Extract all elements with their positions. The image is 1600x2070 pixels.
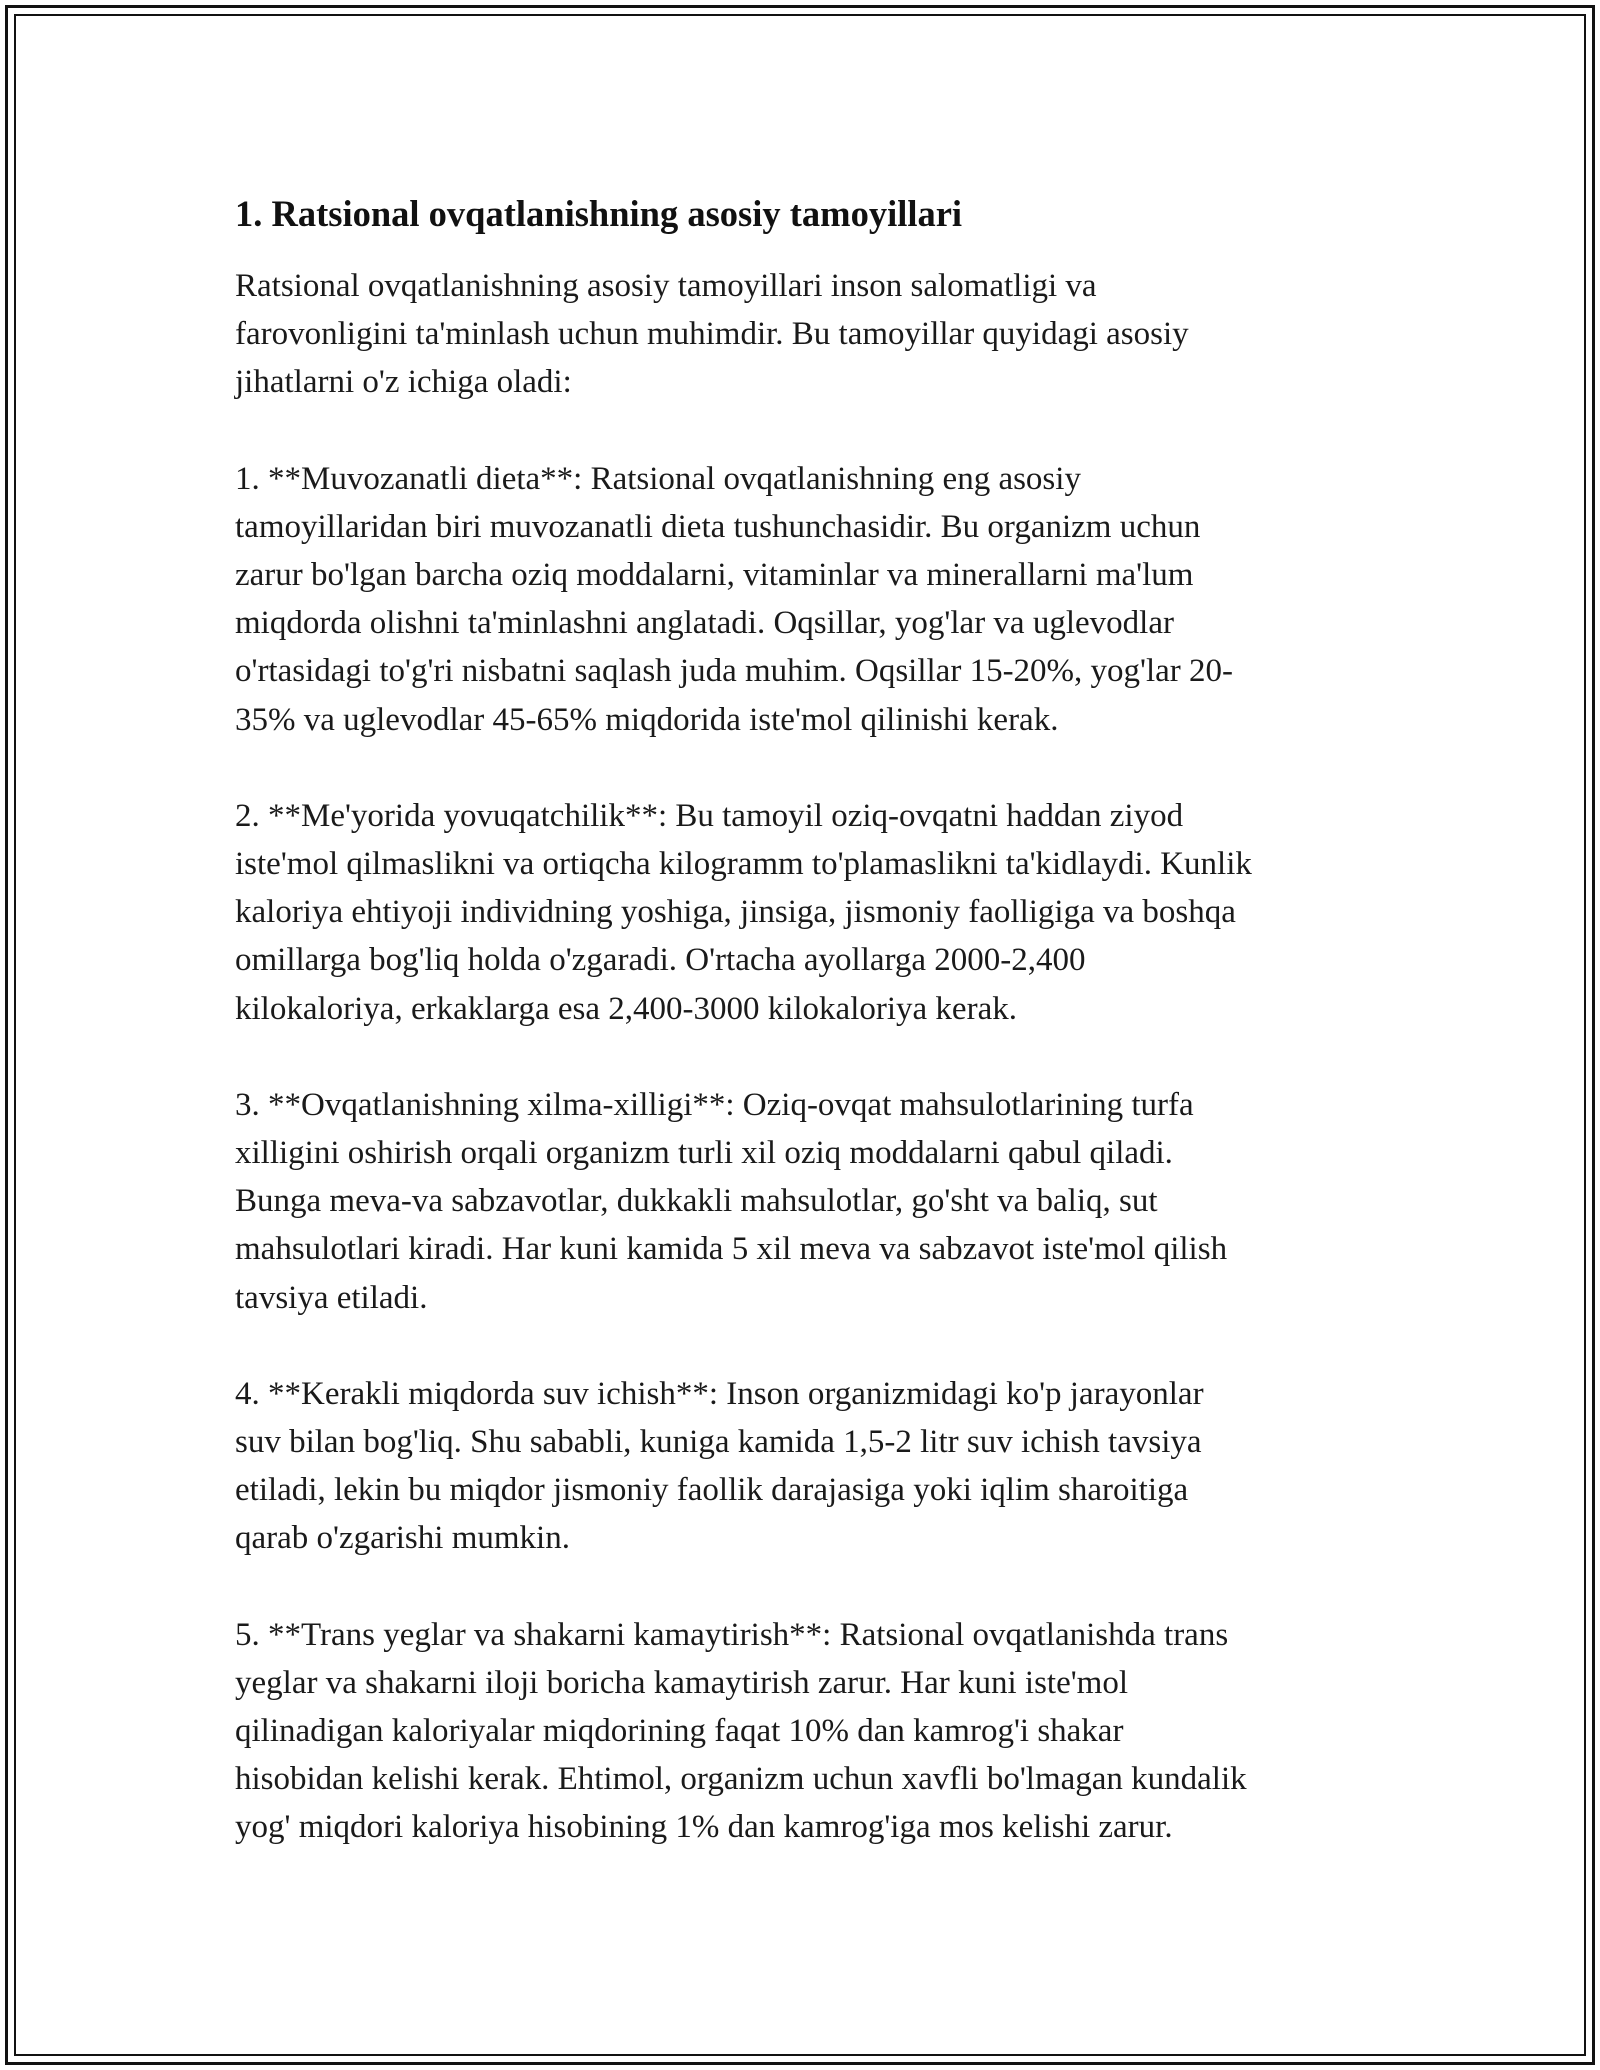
text-line: qilinadigan kaloriyalar miqdorining faqat 10% dan kamrog'i shakar (235, 1713, 1124, 1750)
text-line: o'rtasidagi to'g'ri nisbatni saqlash juda muhim. Oqsillar 15-20%, yog'lar 20- (235, 653, 1234, 690)
text-line: Bunga meva-va sabzavotlar, dukkakli mahsulotlar, go'sht va baliq, sut (235, 1183, 1158, 1220)
intro-paragraph (235, 262, 1375, 407)
text-line: mahsulotlari kiradi. Har kuni kamida 5 xil meva va sabzavot iste'mol qilish (235, 1231, 1228, 1268)
text-line: zarur bo'lgan barcha oziq moddalarni, vitaminlar va minerallarni ma'lum (235, 557, 1194, 594)
text-line: hisobidan kelishi kerak. Ehtimol, organizm uchun xavfli bo'lmagan kundalik (235, 1761, 1247, 1798)
text-line: 5. **Trans yeglar va shakarni kamaytirish**: Ratsional ovqatlanishda trans (235, 1616, 1229, 1653)
document-body (235, 188, 1375, 1900)
principle-2-paragraph (235, 792, 1375, 1033)
text-line: 2. **Me'yorida yovuqatchilik**: Bu tamoyil oziq-ovqatni haddan ziyod (235, 797, 1184, 834)
text-line: miqdorda olishni ta'minlashni anglatadi. Oqsillar, yog'lar va uglevodlar (235, 605, 1174, 642)
principle-1-paragraph (235, 455, 1375, 744)
principle-4-paragraph (235, 1370, 1375, 1563)
text-line: 1. **Muvozanatli dieta**: Ratsional ovqatlanishning eng asosiy (235, 460, 1081, 497)
text-line: iste'mol qilmaslikni va ortiqcha kilogramm to'plamaslikni ta'kidlaydi. Kunlik (235, 846, 1252, 883)
text-line: 35% va uglevodlar 45-65% miqdorida iste'mol qilinishi kerak. (235, 701, 1059, 738)
text-line: kilokaloriya, erkaklarga esa 2,400-3000 kilokaloriya kerak. (235, 990, 1017, 1027)
text-line: farovonligini ta'minlash uchun muhimdir. Bu tamoyillar quyidagi asosiy (235, 316, 1189, 353)
text-line: 4. **Kerakli miqdorda suv ichish**: Inson organizmidagi ko'p jarayonlar (235, 1375, 1204, 1412)
principle-3-paragraph (235, 1081, 1375, 1322)
text-line: Ratsional ovqatlanishning asosiy tamoyillari inson salomatligi va (235, 268, 1097, 304)
text-line: kaloriya ehtiyoji individning yoshiga, jinsiga, jismoniy faolligiga va boshqa (235, 894, 1236, 931)
text-line: qarab o'zgarishi mumkin. (235, 1520, 570, 1557)
text-line: yog' miqdori kaloriya hisobining 1% dan kamrog'iga mos kelishi zarur. (235, 1809, 1173, 1846)
text-line: xilligini oshirish orqali organizm turli xil oziq moddalarni qabul qiladi. (235, 1135, 1173, 1172)
text-line: yeglar va shakarni iloji boricha kamaytirish zarur. Har kuni iste'mol (235, 1664, 1129, 1701)
text-line: tamoyillaridan biri muvozanatli dieta tushunchasidir. Bu organizm uchun (235, 508, 1201, 545)
section-heading: 1. Ratsional ovqatlanishning asosiy tamoyillari (235, 193, 963, 234)
text-line: etiladi, lekin bu miqdor jismoniy faollik darajasiga yoki iqlim sharoitiga (235, 1472, 1189, 1509)
text-line: tavsiya etiladi. (235, 1279, 428, 1316)
text-line: suv bilan bog'liq. Shu sababli, kuniga kamida 1,5-2 litr suv ichish tavsiya (235, 1424, 1202, 1461)
principle-5-paragraph (235, 1611, 1375, 1852)
text-line: jihatlarni o'z ichiga oladi: (235, 364, 572, 401)
text-line: 3. **Ovqatlanishning xilma-xilligi**: Oziq-ovqat mahsulotlarining turfa (235, 1086, 1194, 1123)
text-line: omillarga bog'liq holda o'zgaradi. O'rtacha ayollarga 2000-2,400 (235, 942, 1086, 979)
